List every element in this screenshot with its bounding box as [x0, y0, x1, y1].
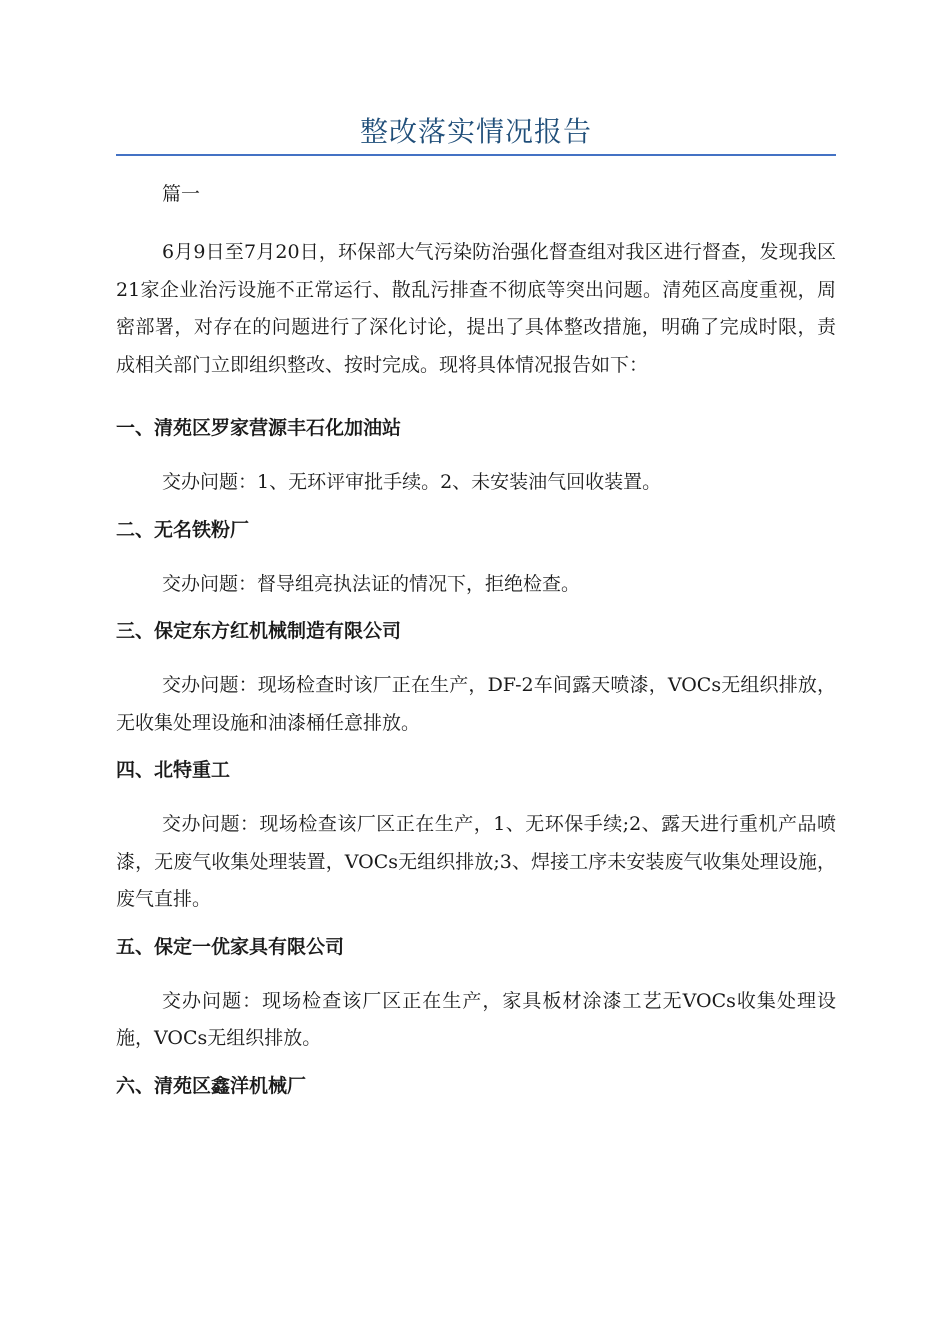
- section-4: [116, 756, 836, 919]
- section-heading: 六、清苑区鑫洋机械厂: [116, 1074, 307, 1097]
- section-text: 交办问题：1、无环评审批手续。2、未安装油气回收装置。: [162, 471, 662, 493]
- section-5: [116, 933, 836, 1058]
- section-heading: 一、清苑区罗家营源丰石化加油站: [116, 417, 402, 439]
- section-2: [116, 516, 836, 604]
- document-page: [116, 112, 836, 1100]
- page-title: 整改落实情况报告: [359, 115, 592, 148]
- section-heading: 四、北特重工: [116, 759, 231, 781]
- section-1: [116, 414, 836, 502]
- section-text: 交办问题：现场检查时该厂正在生产，DF-2车间露天喷漆，VOCs无组织排放，无收集处理设施和油漆桶任意排放。: [116, 674, 836, 734]
- section-text: 交办问题：现场检查该厂区正在生产，家具板材涂漆工艺无VOCs收集处理设施，VOCs无组织排放。: [116, 989, 836, 1049]
- part-label: 篇一: [162, 183, 201, 205]
- section-heading: 二、无名铁粉厂: [116, 518, 250, 541]
- section-3: [116, 617, 836, 742]
- section-6: [116, 1072, 836, 1100]
- section-heading: 三、保定东方红机械制造有限公司: [116, 620, 402, 642]
- section-text: 交办问题：督导组亮执法证的情况下，拒绝检查。: [162, 572, 581, 595]
- title-divider: [116, 154, 836, 156]
- section-heading: 五、保定一优家具有限公司: [116, 935, 345, 958]
- intro-paragraph: 6月9日至7月20日，环保部大气污染防治强化督查组对我区进行督查，发现我区21家企业治污设施不正常运行、散乱污排查不彻底等突出问题。清苑区高度重视，周密部署，对存在的问题进行了深化讨论，提出了具体整改措施，明确了完成时限，责成相关部门立即组织整改、按时完成。现将具体情况报告如下：: [116, 241, 836, 376]
- section-text: 交办问题：现场检查该厂区正在生产，1、无环保手续;2、露天进行重机产品喷漆，无废气收集处理装置，VOCs无组织排放;3、焊接工序未安装废气收集处理设施，废气直排。: [116, 813, 836, 910]
